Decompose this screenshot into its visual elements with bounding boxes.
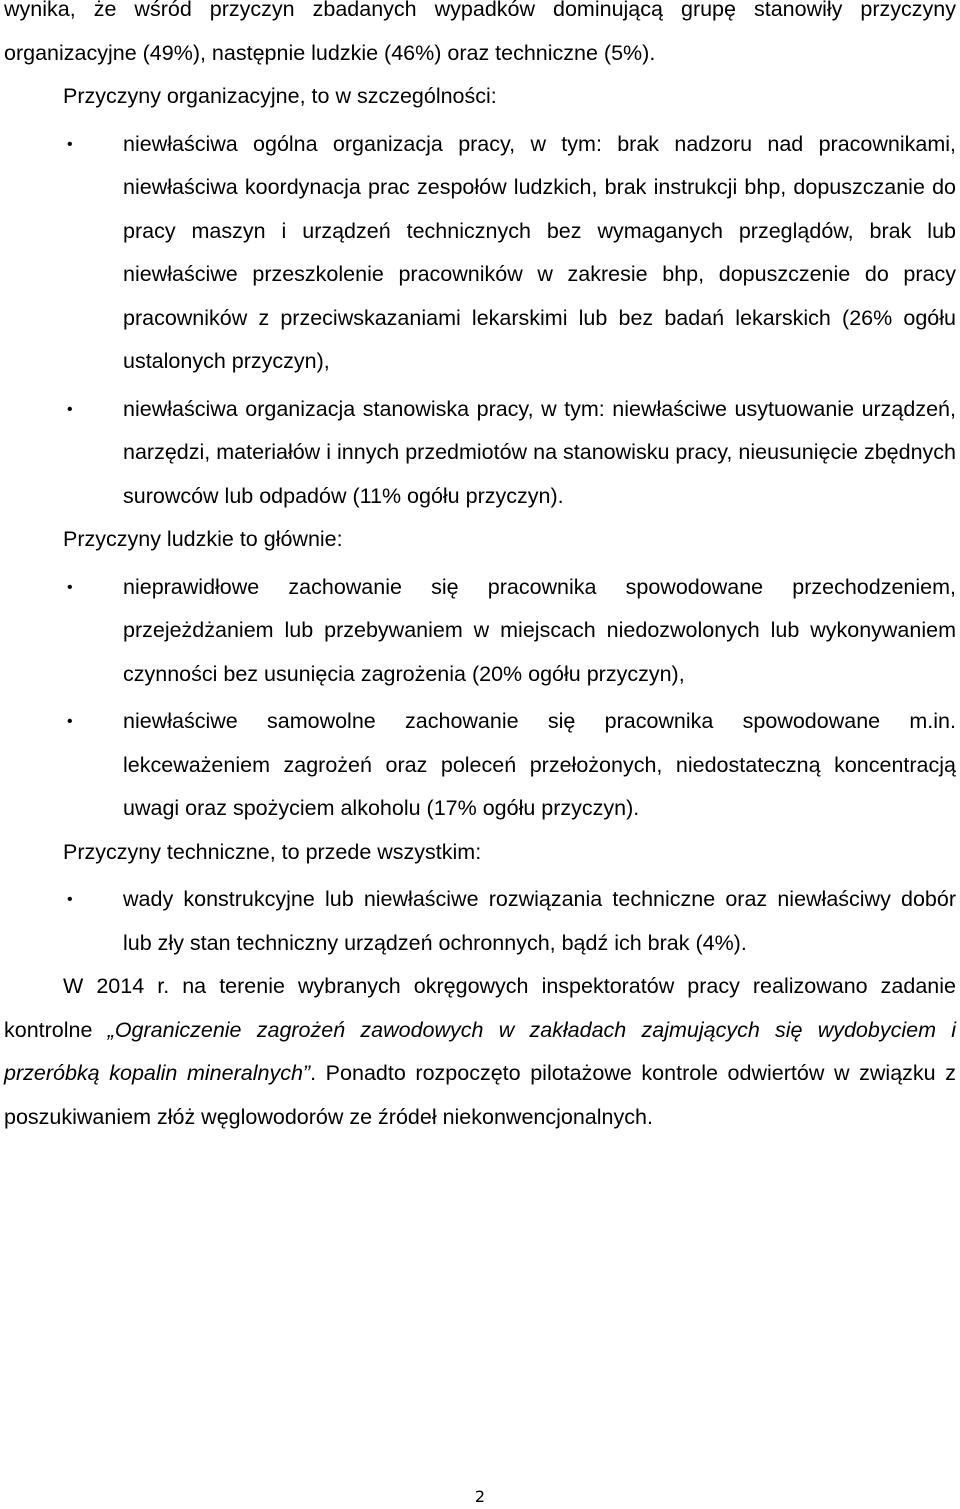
- list-item-text: niewłaściwe samowolne zachowanie się pracownika spowodowane m.in. lekceważeniem zagrożeń oraz poleceń przełożonych, niedostateczną koncentracją uwagi oraz spożyciem alkoholu (17% ogółu przyczyn).: [123, 709, 956, 820]
- human-causes-list: [4, 566, 956, 831]
- list-item: [4, 566, 956, 697]
- bullet-icon: •: [67, 713, 73, 730]
- paragraph-organizational-causes-intro: Przyczyny organizacyjne, to w szczególności:: [63, 84, 497, 108]
- list-item: [4, 388, 956, 519]
- bullet-icon: •: [67, 400, 73, 418]
- inspection-text-start: W 2014 r. na terenie wybranych okręgowych inspektoratów pracy realizowano zadanie kontrolne: [4, 974, 956, 1042]
- technical-causes-list: [4, 878, 956, 965]
- list-item: [4, 123, 956, 384]
- paragraph-inspection-task: [4, 965, 956, 1139]
- inspection-task-title: „Ograniczenie zagrożeń zawodowych w zakładach zajmujących się wydobyciem i przeróbką kopalin mineralnych”: [4, 1017, 956, 1085]
- list-item-text: niewłaściwa ogólna organizacja pracy, w tym: brak nadzoru nad pracownikami, niewłaściwa koordynacja prac zespołów ludzkich, brak instrukcji bhp, dopuszczanie do pracy maszyn i urządzeń technicznych bez wymaganych przeglądów, brak lub niewłaściwe przeszkolenie pracowników w zakresie bhp, dopuszczenie do pracy pracowników z przeciwskazaniami lekarskimi lub bez badań lekarskich (26% ogółu ustalonych przyczyn),: [123, 131, 956, 373]
- list-item: [4, 700, 956, 831]
- paragraph-technical-causes-intro: Przyczyny techniczne, to przede wszystkim:: [63, 839, 482, 864]
- list-item-text: wady konstrukcyjne lub niewłaściwe rozwiązania techniczne oraz niewłaściwy dobór lub zły stan techniczny urządzeń ochronnych, bądź ich brak (4%).: [123, 887, 956, 955]
- bullet-icon: •: [67, 891, 73, 908]
- list-item-text: niewłaściwa organizacja stanowiska pracy, w tym: niewłaściwe usytuowanie urządzeń, narzędzi, materiałów i innych przedmiotów na stanowisku pracy, nieusunięcie zbędnych surowców lub odpadów (11% ogółu przyczyn).: [123, 396, 956, 508]
- list-item: [4, 878, 956, 965]
- bullet-icon: •: [67, 135, 73, 153]
- page-number: 2: [474, 1487, 486, 1506]
- list-item-text: nieprawidłowe zachowanie się pracownika spowodowane przechodzeniem, przejeżdżaniem lub przebywaniem w miejscach niedozwolonych lub wykonywaniem czynności bez usunięcia zagrożenia (20% ogółu przyczyn),: [123, 574, 956, 686]
- bullet-icon: •: [67, 578, 73, 596]
- paragraph-human-causes-intro: Przyczyny ludzkie to głównie:: [63, 527, 343, 551]
- organizational-causes-list: [4, 123, 956, 519]
- document-page: [4, 0, 956, 1139]
- inspection-text-end: . Ponadto rozpoczęto pilotażowe kontrole odwiertów w związku z poszukiwaniem złóż węglowodorów ze źródeł niekonwencjonalnych.: [4, 1061, 956, 1129]
- paragraph-accident-causes-summary: wynika, że wśród przyczyn zbadanych wypadków dominującą grupę stanowiły przyczyny organizacyjne (49%), następnie ludzkie (46%) oraz techniczne (5%).: [4, 0, 956, 65]
